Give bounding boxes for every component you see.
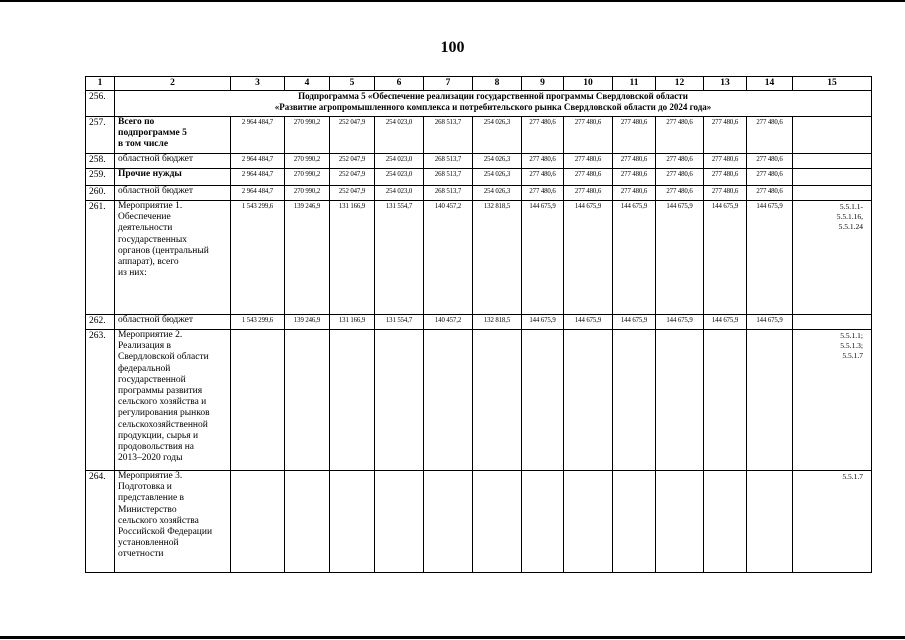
scan-border-top: [0, 0, 905, 2]
value-cell: 144 675,9: [522, 315, 564, 330]
table-row: [86, 154, 872, 169]
row-name-line: Всего по: [118, 117, 155, 127]
row-name-line: Министерство: [118, 504, 177, 515]
value-cell: [564, 330, 613, 471]
value-cell: 277 480,6: [613, 169, 656, 186]
value-cell: 277 480,6: [564, 117, 613, 154]
row-number: 264.: [86, 471, 115, 573]
value-cell: 144 675,9: [656, 201, 704, 315]
value-cell: 2 964 484,7: [231, 169, 285, 186]
value-cell: 254 026,3: [473, 169, 522, 186]
row-name-line: деятельности: [118, 223, 173, 234]
value-cell: 252 047,9: [330, 186, 375, 201]
row-name-line: областной бюджет: [118, 315, 194, 325]
row-name-line: органов (центральный: [118, 245, 209, 256]
row-name-line: Подготовка и: [118, 482, 172, 493]
target-code-cell: [793, 315, 872, 330]
value-cell: [473, 330, 522, 471]
value-cell: [285, 330, 330, 471]
row-name-line: Обеспечение: [118, 212, 171, 223]
row-name-line: Мероприятие 2.: [118, 330, 183, 340]
value-cell: 1 543 299,6: [231, 315, 285, 330]
value-cell: 254 026,3: [473, 154, 522, 169]
row-name-line: аппарат), всего: [118, 257, 179, 268]
value-cell: 132 818,5: [473, 201, 522, 315]
row-name-line: программы развития: [118, 386, 203, 397]
value-cell: [473, 471, 522, 573]
value-cell: 254 026,3: [473, 117, 522, 154]
row-number: 262.: [86, 315, 115, 330]
target-code-line: 5.5.1.1;: [840, 331, 863, 340]
row-name-line: федеральной: [118, 363, 171, 374]
value-cell: 144 675,9: [522, 201, 564, 315]
table-body: [86, 77, 872, 573]
row-name-line: Российской Федерации: [118, 527, 213, 538]
table-row: [86, 201, 872, 315]
value-cell: 2 964 484,7: [231, 117, 285, 154]
value-cell: 252 047,9: [330, 154, 375, 169]
budget-table: [85, 76, 872, 573]
value-cell: 277 480,6: [704, 154, 747, 169]
value-cell: 277 480,6: [656, 169, 704, 186]
value-cell: [330, 330, 375, 471]
table-row: [86, 471, 872, 573]
value-cell: 277 480,6: [613, 154, 656, 169]
value-cell: 277 480,6: [656, 154, 704, 169]
target-code-cell: [793, 201, 872, 315]
row-name-line: установленной: [118, 538, 179, 549]
value-cell: [564, 471, 613, 573]
value-cell: 277 480,6: [522, 117, 564, 154]
column-header: 11: [613, 77, 656, 91]
value-cell: 277 480,6: [564, 154, 613, 169]
target-code-cell: [793, 186, 872, 201]
section-title-line-2: «Развитие агропромышленного комплекса и потребительского рынка Свердловской области до 2024 года»: [274, 102, 712, 112]
target-code-cell: [793, 154, 872, 169]
column-header: 12: [656, 77, 704, 91]
row-name-line: государственных: [118, 234, 188, 245]
row-number: 257.: [86, 117, 115, 154]
row-name-line: сельскохозяйственной: [118, 419, 208, 430]
column-header: 14: [747, 77, 793, 91]
target-code-line: 5.5.1.3;: [840, 341, 863, 350]
row-name-line: сельского хозяйства и: [118, 397, 207, 408]
section-row: [86, 91, 872, 117]
value-cell: 144 675,9: [564, 315, 613, 330]
value-cell: 277 480,6: [704, 117, 747, 154]
value-cell: 277 480,6: [522, 186, 564, 201]
value-cell: 277 480,6: [613, 117, 656, 154]
value-cell: 132 818,5: [473, 315, 522, 330]
table-row: [86, 315, 872, 330]
value-cell: [522, 471, 564, 573]
value-cell: 252 047,9: [330, 169, 375, 186]
value-cell: 1 543 299,6: [231, 201, 285, 315]
value-cell: 277 480,6: [704, 169, 747, 186]
column-header: 9: [522, 77, 564, 91]
value-cell: [704, 330, 747, 471]
row-name: [115, 471, 231, 573]
table-row: [86, 169, 872, 186]
value-cell: [424, 471, 473, 573]
value-cell: 268 513,7: [424, 169, 473, 186]
value-cell: 144 675,9: [656, 315, 704, 330]
value-cell: 277 480,6: [564, 186, 613, 201]
row-name: [115, 330, 231, 471]
value-cell: 144 675,9: [704, 315, 747, 330]
column-header-row: [86, 77, 872, 91]
value-cell: [231, 471, 285, 573]
value-cell: 277 480,6: [747, 154, 793, 169]
value-cell: [613, 471, 656, 573]
row-name-line: регулирования рынков: [118, 408, 210, 419]
target-code-cell: [793, 330, 872, 471]
value-cell: [656, 330, 704, 471]
target-code-line: 5.5.1.24: [838, 222, 863, 231]
value-cell: 2 964 484,7: [231, 186, 285, 201]
value-cell: 131 166,9: [330, 315, 375, 330]
row-name-line: Мероприятие 3.: [118, 471, 183, 481]
row-name-line: представление в: [118, 493, 185, 504]
value-cell: 254 023,0: [375, 186, 424, 201]
row-name: [115, 315, 231, 330]
target-code-line: 5.5.1.7: [842, 472, 863, 481]
value-cell: [375, 330, 424, 471]
column-header: 10: [564, 77, 613, 91]
row-name-line: государственной: [118, 374, 186, 385]
value-cell: 144 675,9: [704, 201, 747, 315]
row-name-line: Прочие нужды: [118, 169, 182, 179]
value-cell: 277 480,6: [747, 117, 793, 154]
row-name-line: Свердловской области: [118, 352, 209, 363]
row-name-line: областной бюджет: [118, 154, 194, 164]
row-name-line: подпрограмме 5: [118, 128, 187, 139]
scan-border-bottom: [0, 636, 905, 639]
row-name-line: Мероприятие 1.: [118, 201, 183, 211]
value-cell: [747, 471, 793, 573]
table-row: [86, 330, 872, 471]
column-header: 13: [704, 77, 747, 91]
value-cell: 277 480,6: [656, 117, 704, 154]
target-code-cell: [793, 169, 872, 186]
row-number: 261.: [86, 201, 115, 315]
target-code-line: 5.5.1.1-: [839, 202, 863, 211]
row-name: [115, 201, 231, 315]
row-name: [115, 117, 231, 154]
value-cell: 268 513,7: [424, 154, 473, 169]
target-code-line: 5.5.1.16,: [836, 212, 863, 221]
page-number: 100: [440, 39, 465, 56]
value-cell: [285, 471, 330, 573]
value-cell: 254 023,0: [375, 154, 424, 169]
target-code-cell: [793, 471, 872, 573]
value-cell: 270 990,2: [285, 186, 330, 201]
section-title-line-1: Подпрограмма 5 «Обеспечение реализации государственной программы Свердловской области: [298, 91, 688, 101]
column-header: 15: [793, 77, 872, 91]
row-name-line: областной бюджет: [118, 186, 194, 196]
value-cell: 277 480,6: [656, 186, 704, 201]
value-cell: 139 246,9: [285, 315, 330, 330]
value-cell: 254 023,0: [375, 169, 424, 186]
value-cell: 131 166,9: [330, 201, 375, 315]
value-cell: 270 990,2: [285, 169, 330, 186]
row-name-line: продовольствия на: [118, 442, 194, 453]
value-cell: [231, 330, 285, 471]
value-cell: [747, 330, 793, 471]
column-header: 5: [330, 77, 375, 91]
column-header: 2: [115, 77, 231, 91]
table-row: [86, 186, 872, 201]
target-code-line: 5.5.1.7: [842, 351, 863, 360]
row-name-line: 2013–2020 годы: [118, 453, 183, 464]
row-name-line: Реализация в: [118, 341, 171, 352]
row-number: 263.: [86, 330, 115, 471]
value-cell: 144 675,9: [613, 201, 656, 315]
row-number: 256.: [86, 91, 115, 117]
row-name: [115, 169, 231, 186]
value-cell: 144 675,9: [747, 315, 793, 330]
value-cell: [522, 330, 564, 471]
target-code-cell: [793, 117, 872, 154]
value-cell: 144 675,9: [747, 201, 793, 315]
value-cell: 277 480,6: [522, 169, 564, 186]
column-header: 3: [231, 77, 285, 91]
table-row: [86, 117, 872, 154]
row-name: [115, 186, 231, 201]
row-number: 260.: [86, 186, 115, 201]
value-cell: 268 513,7: [424, 117, 473, 154]
row-name-line: в том числе: [118, 139, 169, 150]
value-cell: 277 480,6: [522, 154, 564, 169]
row-number: 258.: [86, 154, 115, 169]
row-name-line: из них:: [118, 268, 147, 279]
value-cell: 277 480,6: [747, 169, 793, 186]
value-cell: 252 047,9: [330, 117, 375, 154]
value-cell: 2 964 484,7: [231, 154, 285, 169]
value-cell: [704, 471, 747, 573]
value-cell: [330, 471, 375, 573]
value-cell: 254 023,0: [375, 117, 424, 154]
value-cell: 131 554,7: [375, 315, 424, 330]
column-header: 1: [86, 77, 115, 91]
column-header: 7: [424, 77, 473, 91]
value-cell: 144 675,9: [613, 315, 656, 330]
row-name-line: продукции, сырья и: [118, 430, 199, 441]
value-cell: [424, 330, 473, 471]
value-cell: 140 457,2: [424, 315, 473, 330]
row-number: 259.: [86, 169, 115, 186]
row-name-line: сельского хозяйства: [118, 515, 199, 526]
section-title: [115, 91, 872, 117]
value-cell: 277 480,6: [564, 169, 613, 186]
column-header: 6: [375, 77, 424, 91]
row-name-line: отчетности: [118, 549, 164, 560]
value-cell: 144 675,9: [564, 201, 613, 315]
value-cell: [375, 471, 424, 573]
row-name: [115, 154, 231, 169]
value-cell: 270 990,2: [285, 154, 330, 169]
value-cell: 140 457,2: [424, 201, 473, 315]
value-cell: 139 246,9: [285, 201, 330, 315]
value-cell: 268 513,7: [424, 186, 473, 201]
value-cell: 270 990,2: [285, 117, 330, 154]
value-cell: 277 480,6: [704, 186, 747, 201]
value-cell: 131 554,7: [375, 201, 424, 315]
value-cell: [656, 471, 704, 573]
column-header: 4: [285, 77, 330, 91]
value-cell: 277 480,6: [747, 186, 793, 201]
value-cell: 254 026,3: [473, 186, 522, 201]
value-cell: [613, 330, 656, 471]
column-header: 8: [473, 77, 522, 91]
value-cell: 277 480,6: [613, 186, 656, 201]
